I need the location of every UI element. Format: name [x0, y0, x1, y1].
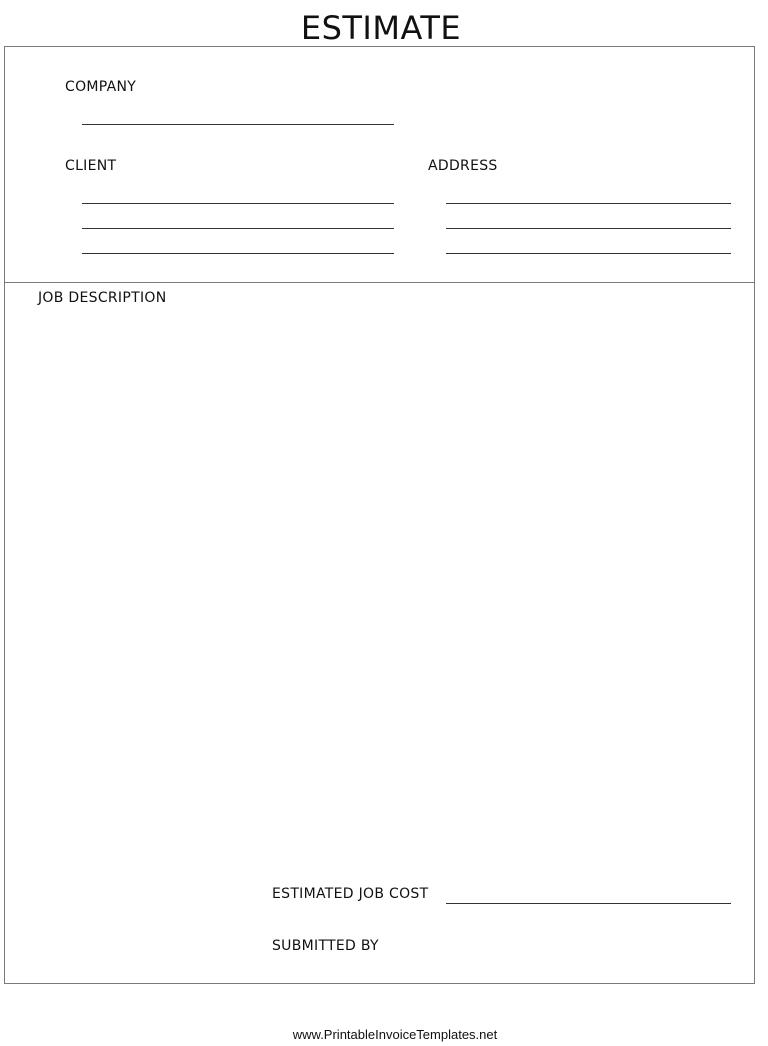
address-line-2[interactable]: [446, 228, 731, 229]
submitted-by-label: SUBMITTED BY: [272, 938, 379, 954]
address-label: ADDRESS: [428, 158, 498, 174]
estimated-job-cost-label: ESTIMATED JOB COST: [272, 886, 429, 902]
address-line-1[interactable]: [446, 203, 731, 204]
estimated-job-cost-line[interactable]: [446, 903, 731, 904]
footer-website: www.PrintableInvoiceTemplates.net: [292, 1027, 498, 1042]
job-description-label: JOB DESCRIPTION: [38, 290, 167, 306]
client-label: CLIENT: [65, 158, 117, 174]
job-description-box[interactable]: [4, 282, 755, 984]
client-line-1[interactable]: [82, 203, 394, 204]
client-line-3[interactable]: [82, 253, 394, 254]
company-line[interactable]: [82, 124, 394, 125]
address-line-3[interactable]: [446, 253, 731, 254]
company-label: COMPANY: [65, 79, 137, 95]
client-line-2[interactable]: [82, 228, 394, 229]
estimate-title: ESTIMATE: [300, 9, 462, 47]
header-info-box: [4, 46, 755, 283]
